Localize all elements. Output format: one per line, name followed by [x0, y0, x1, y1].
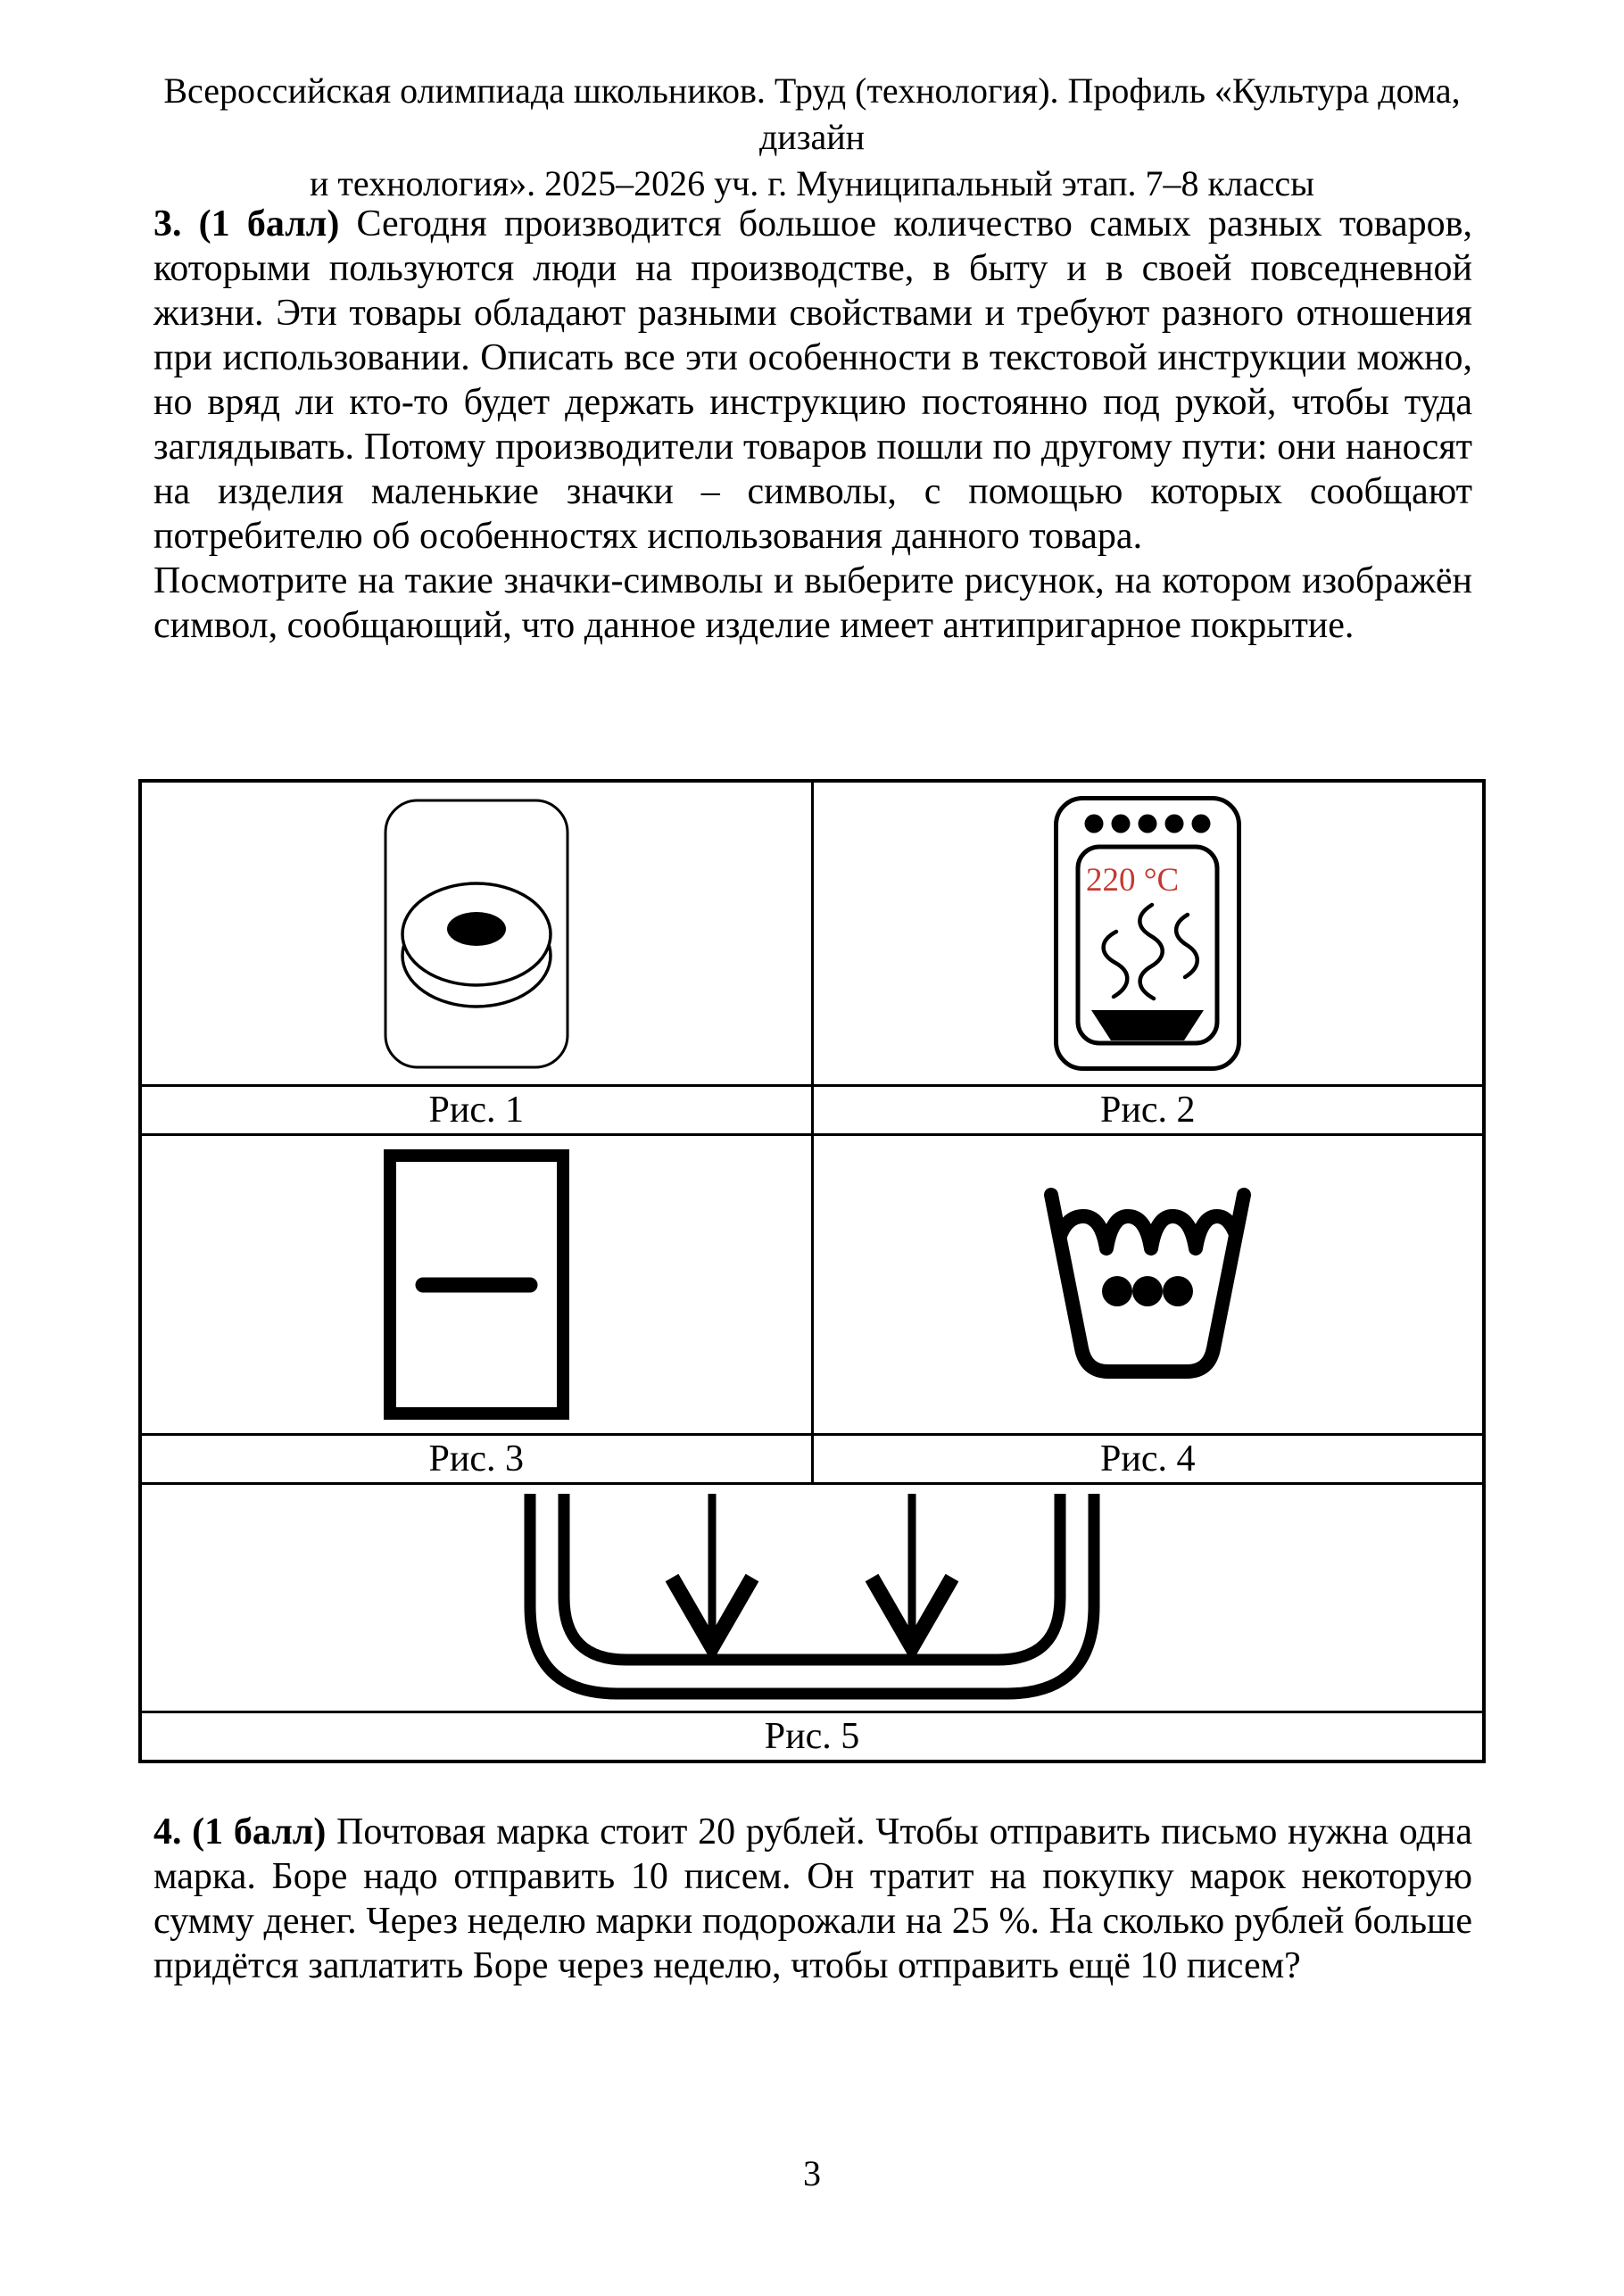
header-line-2: и технология». 2025–2026 уч. г. Муниципальный этап. 7–8 классы: [309, 163, 1315, 203]
wash-tub-three-dots-icon: [1037, 1182, 1258, 1388]
oven-max-temperature-icon: [1054, 796, 1241, 1071]
question-3: [153, 202, 1472, 648]
figure-5-cell: [140, 1484, 1484, 1712]
figure-4-cell: [812, 1135, 1484, 1435]
question-4: [153, 1810, 1472, 1988]
header-line-1: Всероссийская олимпиада школьников. Труд (технология). Профиль «Культура дома, дизайн: [163, 70, 1461, 157]
question-3-number: 3. (1 балл): [153, 203, 340, 245]
question-3-paragraph: [153, 202, 1472, 559]
question-3-text: Сегодня производится большое количество самых разных товаров, которыми пользуются люди на производстве, в быту и в своей повседневной жизни. Эти товары обладают разными свойствами и требуют разного отношения при использовании. Описать все эти особенности в текстовой инструкции можно, но вряд ли кто-то будет держать инструкцию постоянно под рукой, чтобы туда заглядывать. Потому производители товаров пошли по другому пути: они наносят на изделия маленькие значки – символы, с помощью которых сообщают потребителю об особенностях использования данного товара.: [153, 203, 1472, 557]
question-3-instruction: Посмотрите на такие значки-символы и выберите рисунок, на котором изображён символ, сообщающий, что данное изделие имеет антипригарное покрытие.: [153, 560, 1472, 646]
figure-2-cell: [812, 781, 1484, 1086]
figure-5-label: Рис. 5: [140, 1712, 1484, 1762]
oven-temperature-label: 220 °C: [1086, 862, 1180, 899]
figure-1-label: Рис. 1: [140, 1086, 812, 1135]
figure-1-cell: [140, 781, 812, 1086]
figure-4-label: Рис. 4: [812, 1435, 1484, 1484]
pan-cross-section-arrows-icon: [522, 1492, 1102, 1704]
page-header: [107, 68, 1517, 207]
question-4-number: 4. (1 балл): [153, 1811, 327, 1853]
nonstick-coating-disc-icon: [384, 799, 569, 1069]
question-4-paragraph: [153, 1810, 1472, 1988]
figure-2-label: Рис. 2: [812, 1086, 1484, 1135]
square-with-bar-icon: [384, 1149, 569, 1420]
figure-3-label: Рис. 3: [140, 1435, 812, 1484]
question-4-text: Почтовая марка стоит 20 рублей. Чтобы отправить письмо нужна одна марка. Боре надо отправить 10 писем. Он тратит на покупку марок некоторую сумму денег. Через неделю марки подорожали на 25 %. На сколько рублей больше придётся заплатить Боре через неделю, чтобы отправить ещё 10 писем?: [153, 1811, 1473, 1986]
page-number: 3: [803, 2153, 821, 2193]
figure-3-cell: [140, 1135, 812, 1435]
figures-table: [138, 779, 1486, 1763]
